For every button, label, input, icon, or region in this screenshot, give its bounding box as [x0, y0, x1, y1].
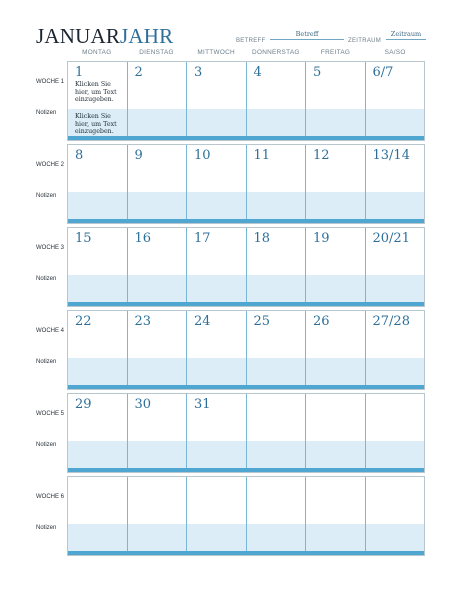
- day-cell[interactable]: [128, 145, 188, 223]
- weekday-monday: MONTAG: [82, 49, 112, 56]
- notes-placeholder[interactable]: Klicken Sie hier, um Text einzugeben.: [75, 113, 117, 135]
- date-number: 3: [194, 65, 203, 80]
- week-label: WOCHE 4: [36, 328, 65, 334]
- day-cell[interactable]: [306, 311, 366, 389]
- week-grid: [67, 310, 425, 390]
- week-label: WOCHE 1: [36, 79, 65, 85]
- day-cell[interactable]: [247, 62, 307, 140]
- day-cell[interactable]: [187, 228, 247, 306]
- date-number: 27/28: [372, 314, 410, 329]
- day-cell[interactable]: [128, 62, 188, 140]
- date-number: 26: [313, 314, 330, 329]
- date-number: 10: [194, 148, 211, 163]
- date-number: 1: [75, 65, 84, 80]
- day-cell[interactable]: [366, 394, 425, 472]
- day-cell[interactable]: [128, 228, 188, 306]
- day-cell[interactable]: [68, 477, 128, 555]
- day-cell[interactable]: [366, 145, 425, 223]
- date-number: 16: [134, 231, 152, 246]
- weekday-friday: FREITAG: [320, 49, 351, 56]
- day-cell[interactable]: [366, 228, 425, 306]
- week-row: [36, 393, 425, 473]
- week-label: WOCHE 6: [36, 494, 65, 500]
- day-cell[interactable]: [187, 394, 247, 472]
- day-cell[interactable]: [187, 62, 247, 140]
- page-title: [36, 24, 173, 49]
- date-number: 25: [253, 314, 271, 329]
- date-number: 20/21: [372, 231, 410, 246]
- weekday-wednesday: MITTWOCH: [197, 49, 235, 56]
- week-row: [36, 227, 425, 307]
- week-bottom-bar: [68, 385, 424, 389]
- date-number: 6/7: [372, 65, 394, 80]
- title-month: JANUAR: [36, 24, 121, 48]
- day-cell[interactable]: [187, 145, 247, 223]
- date-number: 13/14: [372, 148, 410, 163]
- day-cell[interactable]: [306, 228, 366, 306]
- notes-label: Notizen: [36, 442, 57, 448]
- date-number: 17: [194, 231, 211, 246]
- week-grid: [67, 476, 425, 556]
- day-cell[interactable]: [247, 228, 307, 306]
- date-number: 22: [75, 314, 92, 329]
- date-number: 31: [194, 397, 211, 412]
- notes-label: Notizen: [36, 359, 57, 365]
- notes-label: Notizen: [36, 110, 57, 116]
- day-cell[interactable]: [366, 311, 425, 389]
- header: [36, 24, 426, 50]
- day-cell[interactable]: [247, 394, 307, 472]
- date-number: 24: [194, 314, 211, 329]
- meta-fields: [236, 30, 426, 48]
- week-bottom-bar: [68, 136, 424, 140]
- week-grid: [67, 144, 425, 224]
- date-number: 8: [75, 148, 84, 163]
- day-cell[interactable]: [366, 477, 425, 555]
- date-number: 11: [253, 148, 271, 163]
- day-cell[interactable]: [68, 311, 128, 389]
- day-cell[interactable]: [366, 62, 425, 140]
- betreff-label: BETREFF: [236, 38, 266, 44]
- weekday-tuesday: DIENSTAG: [139, 49, 174, 56]
- weekday-header: [67, 49, 425, 56]
- day-cell[interactable]: [128, 477, 188, 555]
- week-row: [36, 310, 425, 390]
- zeitraum-field[interactable]: Zeitraum: [386, 30, 426, 40]
- date-number: 5: [313, 65, 322, 80]
- week-row: [36, 476, 425, 556]
- day-cell[interactable]: [128, 311, 188, 389]
- title-year[interactable]: JAHR: [120, 24, 174, 48]
- week-bottom-bar: [68, 302, 424, 306]
- week-label: WOCHE 2: [36, 162, 65, 168]
- notes-label: Notizen: [36, 193, 57, 199]
- day-cell[interactable]: [247, 477, 307, 555]
- day-cell[interactable]: [247, 311, 307, 389]
- day-cell[interactable]: [306, 145, 366, 223]
- week-label: WOCHE 5: [36, 411, 65, 417]
- week-grid: [67, 61, 425, 141]
- day-cell[interactable]: [68, 394, 128, 472]
- day-cell[interactable]: [187, 311, 247, 389]
- zeitraum-label: ZEITRAUM: [348, 38, 382, 44]
- notes-label: Notizen: [36, 525, 57, 531]
- day-cell[interactable]: [68, 145, 128, 223]
- day-cell[interactable]: [247, 145, 307, 223]
- week-grid: [67, 393, 425, 473]
- date-number: 19: [313, 231, 330, 246]
- date-number: 4: [253, 65, 262, 80]
- day-cell[interactable]: [128, 394, 188, 472]
- date-number: 15: [75, 231, 92, 246]
- date-number: 30: [134, 397, 152, 412]
- text-placeholder[interactable]: Klicken Sie hier, um Text einzugeben.: [75, 81, 117, 103]
- day-cell[interactable]: [187, 477, 247, 555]
- date-number: 2: [134, 65, 143, 80]
- week-bottom-bar: [68, 468, 424, 472]
- week-bottom-bar: [68, 219, 424, 223]
- date-number: 23: [134, 314, 152, 329]
- notes-label: Notizen: [36, 276, 57, 282]
- date-number: 18: [253, 231, 271, 246]
- weekday-thursday: DONNERSTAG: [252, 49, 300, 56]
- date-number: 12: [313, 148, 330, 163]
- week-bottom-bar: [68, 551, 424, 555]
- day-cell[interactable]: [306, 477, 366, 555]
- day-cell[interactable]: [306, 394, 366, 472]
- date-number: 9: [134, 148, 143, 163]
- betreff-field[interactable]: Betreff: [270, 30, 344, 40]
- weekday-weekend: SA/SO: [384, 49, 406, 56]
- date-number: 29: [75, 397, 92, 412]
- week-grid: [67, 227, 425, 307]
- day-cell[interactable]: [68, 228, 128, 306]
- day-cell[interactable]: [68, 62, 128, 140]
- week-label: WOCHE 3: [36, 245, 65, 251]
- day-cell[interactable]: [306, 62, 366, 140]
- week-row: [36, 61, 425, 141]
- week-row: [36, 144, 425, 224]
